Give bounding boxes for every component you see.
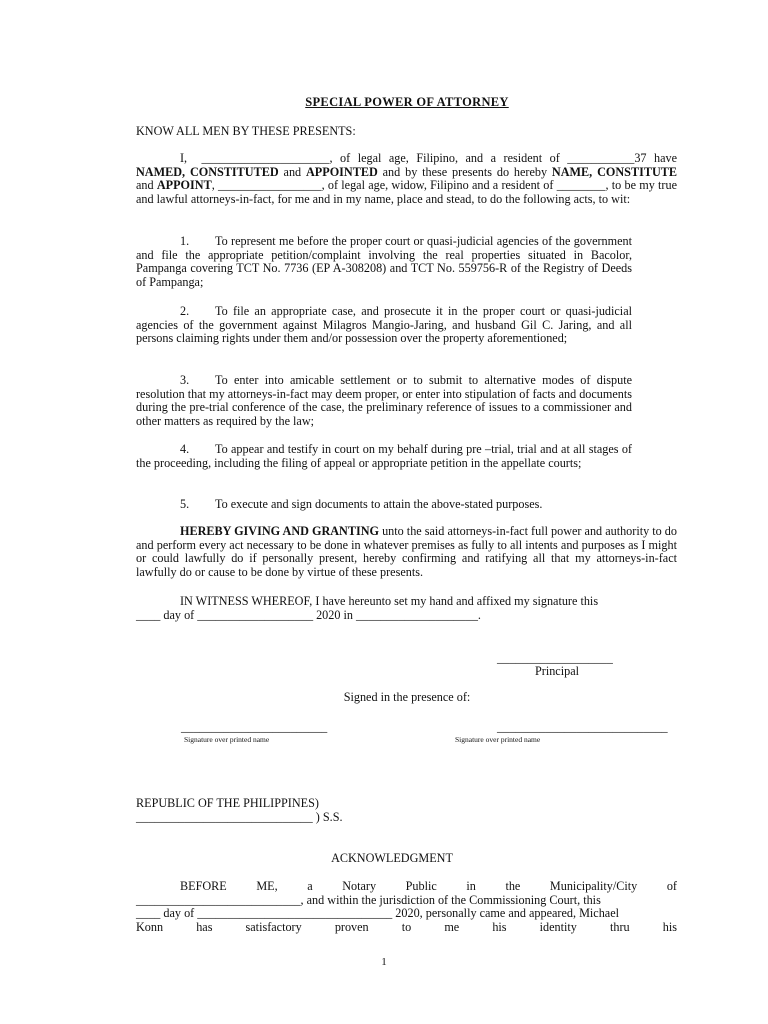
principal-signature-line: ___________________ bbox=[497, 651, 613, 665]
item-number: 3. bbox=[180, 373, 190, 387]
ack-word: in bbox=[466, 879, 476, 893]
ack-word: to bbox=[401, 919, 412, 934]
acknowledgment-title: ACKNOWLEDGMENT bbox=[331, 851, 453, 865]
page-number: 1 bbox=[381, 956, 387, 968]
witness-line-1: IN WITNESS WHEREOF, I have hereunto set my hand and affixed my signature this bbox=[180, 594, 599, 608]
opening-text-4: , _________________, of legal age, widow, Filipino and a resident of ________, to be my true and lawful attorneys-in-fact, for me and in my name, place and stead, to do the following acts, to wit: bbox=[136, 178, 677, 206]
opening-text-3: and by these presents do hereby bbox=[377, 164, 552, 179]
ack-word: satisfactory bbox=[245, 919, 302, 934]
opening-paragraph bbox=[136, 152, 677, 206]
ack-word: me bbox=[444, 919, 460, 934]
ack-line-1 bbox=[136, 880, 677, 894]
named-constituted: NAMED, CONSTITUTED bbox=[136, 164, 279, 179]
hereby-text: unto the said attorneys-in-fact full power and authority to do and perform every act necessary to be done in whatever premises as fully to all intents and purposes as I might or could lawfully do if personally present, hereby confirming and ratifying all that my attorneys-in-fact lawfully do or cause to be done by virtue of these presents. bbox=[136, 524, 677, 579]
item-number: 2. bbox=[180, 304, 190, 318]
appoint-word: APPOINT bbox=[156, 178, 212, 193]
hereby-paragraph bbox=[136, 525, 677, 579]
presence-text: Signed in the presence of: bbox=[343, 690, 471, 704]
ack-word: thru bbox=[609, 919, 630, 934]
list-item bbox=[136, 235, 632, 289]
witness-line-2: ____ day of ___________________ 2020 in ____________________. bbox=[136, 607, 481, 622]
ack-word: has bbox=[196, 919, 213, 934]
list-item bbox=[136, 305, 632, 346]
list-item bbox=[136, 374, 632, 428]
ack-word: his bbox=[662, 919, 677, 934]
page-title: SPECIAL POWER OF ATTORNEY bbox=[305, 95, 509, 109]
acknowledgment-paragraph bbox=[136, 880, 677, 934]
item-text: To execute and sign documents to attain the above-stated purposes. bbox=[215, 497, 543, 511]
republic-line-1: REPUBLIC OF THE PHILIPPINES) bbox=[136, 796, 319, 810]
republic-line-2: _____________________________ ) S.S. bbox=[136, 810, 343, 824]
ack-word: Municipality/City bbox=[549, 879, 638, 893]
ack-word: BEFORE bbox=[180, 879, 227, 893]
ack-word: Notary bbox=[342, 879, 377, 893]
opening-text-1: of legal age, Filipino, and a resident of bbox=[332, 151, 568, 165]
witness-signature-line-2: ____________________________ bbox=[497, 720, 668, 734]
ack-word: a bbox=[307, 879, 313, 893]
ack-word: the bbox=[505, 879, 521, 893]
ack-word: of bbox=[666, 879, 677, 893]
item-text: To file an appropriate case, and prosecute it in the proper court or quasi-judicial agencies of the government against Milagros Mangio-Jaring, and husband Gil C. Jaring, and all persons claiming rights under them and/or possession over the property aforementioned; bbox=[136, 304, 632, 346]
and-2: and bbox=[136, 178, 157, 193]
list-item bbox=[136, 443, 632, 470]
item-number: 5. bbox=[180, 497, 190, 511]
appointed: APPOINTED bbox=[306, 164, 378, 179]
item-text: To represent me before the proper court or quasi-judicial agencies of the government and file the appropriate petition/complaint involving the real properties situated in Bacolor, Pampanga covering TCT No. 7736 (EP A-308208) and TCT No. 559756-R of the Registry of Deeds of Pampanga; bbox=[136, 234, 632, 289]
witness-signature-label-1: Signature over printed name bbox=[184, 735, 270, 744]
ack-line-4 bbox=[136, 921, 677, 935]
ack-word: Public bbox=[405, 879, 437, 893]
ack-line-2: ___________________________, and within the jurisdiction of the Commissioning Court, this bbox=[136, 892, 601, 907]
witness-signature-label-2: Signature over printed name bbox=[455, 735, 541, 744]
opening-i: I, bbox=[180, 151, 188, 165]
residence-blank: ___________ bbox=[567, 151, 635, 165]
opening-text-2: 37 have bbox=[634, 151, 678, 165]
principal-label: Principal bbox=[534, 664, 579, 678]
item-number: 1. bbox=[180, 234, 190, 248]
ack-word: Konn bbox=[136, 919, 164, 934]
ack-word: ME, bbox=[256, 879, 278, 893]
and-1: and bbox=[278, 164, 306, 179]
list-item bbox=[136, 498, 632, 512]
name-word: NAME, bbox=[551, 164, 593, 179]
hereby-giving-granting: HEREBY GIVING AND GRANTING bbox=[180, 524, 380, 538]
witness-signature-line-1: ________________________ bbox=[181, 720, 328, 734]
item-text: To appear and testify in court on my behalf during pre –trial, trial and at all stages of the proceeding, including the filing of appeal or appropriate petition in the appellate courts; bbox=[136, 442, 632, 470]
ack-word: proven bbox=[334, 919, 369, 934]
principal-name-blank: _____________________, bbox=[201, 151, 333, 165]
item-number: 4. bbox=[180, 442, 190, 456]
item-text: To enter into amicable settlement or to submit to alternative modes of dispute resolution that my attorneys-in-fact may deem proper, or enter into stipulation of facts and documents during the pre-trial conference of the case, the preliminary reference of issues to a commissioner and other matters as required by the law; bbox=[136, 373, 633, 428]
ack-word: his bbox=[492, 919, 507, 934]
witness-paragraph bbox=[136, 595, 677, 622]
ack-line-3: ____ day of ________________________________ 2020, personally came and appeared, Michael bbox=[136, 906, 619, 921]
intro-line: KNOW ALL MEN BY THESE PRESENTS: bbox=[136, 124, 356, 138]
ack-word: identity bbox=[539, 919, 577, 934]
constitute-word: CONSTITUTE bbox=[597, 164, 678, 179]
